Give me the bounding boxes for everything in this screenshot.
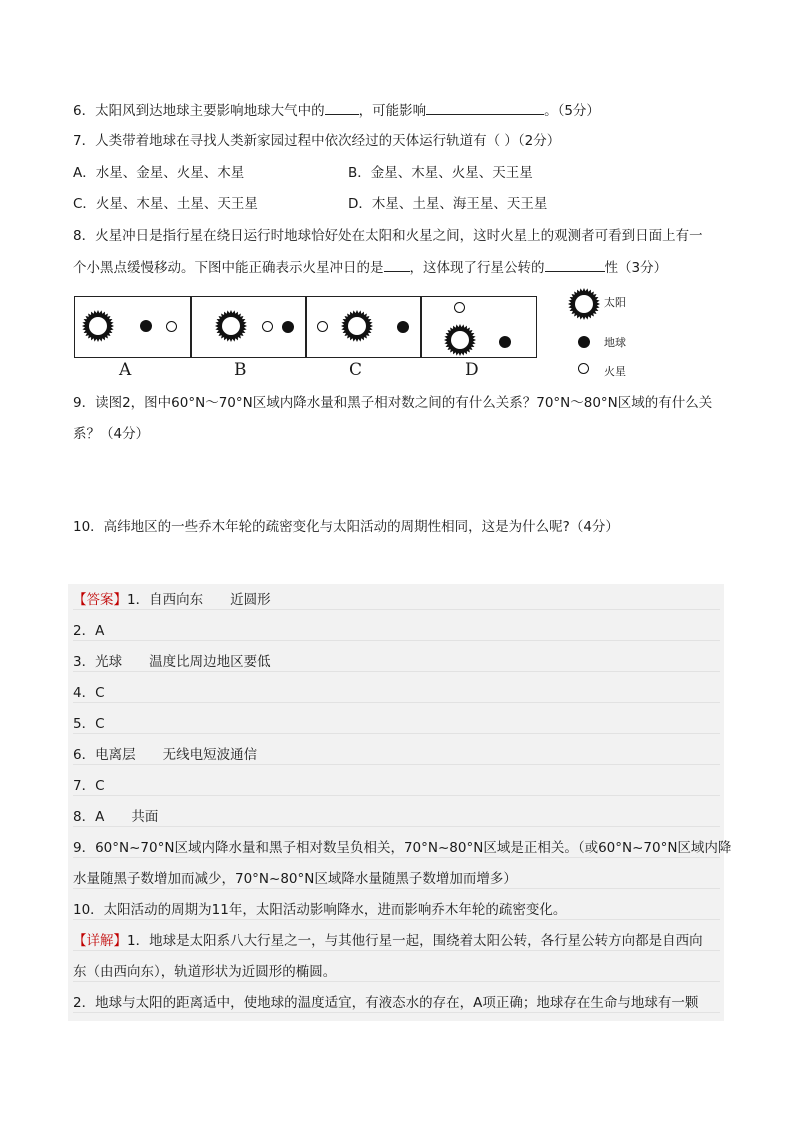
q6-blank-2[interactable]: [426, 101, 544, 115]
answer-8: 8．A 共面: [73, 808, 720, 827]
q7-option-b[interactable]: B．金星、木星、火星、天王星: [348, 165, 533, 181]
answer-5: 5．C: [73, 715, 720, 734]
question-10: 10．高纬地区的一些乔木年轮的疏密变化与太阳活动的周期性相同，这是为什么呢?（4分）: [73, 519, 619, 535]
question-8-line-1: 8．火星冲日是指行星在绕日运行时地球恰好处在太阳和火星之间，这时火星上的观测者可看到日面上有一: [73, 228, 703, 244]
question-7: 7．人类带着地球在寻找人类新家园过程中依次经过的天体运行轨道有（ ）（2分）: [73, 133, 561, 149]
q6-text-after: 。（5分）: [544, 103, 600, 119]
answer-6: 6．电离层 无线电短波通信: [73, 746, 720, 765]
q6-text-before: 6．太阳风到达地球主要影响地球大气中的: [73, 103, 325, 119]
mars-icon: [454, 302, 465, 313]
q8-blank-2[interactable]: [545, 258, 605, 272]
earth-icon: [397, 321, 409, 333]
legend-sun-icon: [565, 285, 603, 323]
mars-icon: [166, 321, 177, 332]
figure-label-d: D: [465, 360, 479, 380]
detail-1-text: 1．地球是太阳系八大行星之一，与其他行星一起，围绕着太阳公转，各行星公转方向都是自西向: [127, 933, 703, 949]
sun-icon: [441, 321, 479, 359]
legend-mars-label: 火星: [604, 365, 626, 378]
detail-1-line-2: 东（由西向东），轨道形状为近圆形的椭圆。: [73, 963, 720, 982]
answer-9-line-2: 水量随黑子数增加而减少，70°N~80°N区域降水量随黑子数增加而增多）: [73, 870, 720, 889]
q7-option-a[interactable]: A．水星、金星、火星、木星: [73, 165, 245, 181]
answer-tag: 【答案】: [73, 592, 127, 608]
answer-4: 4．C: [73, 684, 720, 703]
answer-3: 3．光球 温度比周边地区要低: [73, 653, 720, 672]
answer-9-line-1: 9．60°N~70°N区域内降水量和黑子相对数呈负相关，70°N~80°N区域是正相关。（或60°N~70°N区域内降: [73, 840, 732, 856]
earth-icon: [282, 321, 294, 333]
sun-icon: [79, 307, 117, 345]
q8-text-before: 个小黑点缓慢移动。下图中能正确表示火星冲日的是: [73, 260, 384, 276]
q8-blank-1[interactable]: [384, 258, 410, 272]
question-9-line-1: 9．读图2，图中60°N～70°N区域内降水量和黑子相对数之间的有什么关系？70°N～80°N区域的有什么关: [73, 395, 713, 411]
question-9-line-2: 系？（4分）: [73, 426, 150, 442]
earth-icon: [140, 320, 152, 332]
q7-option-c[interactable]: C．火星、木星、土星、天王星: [73, 196, 258, 212]
sun-icon: [212, 307, 250, 345]
q7-option-d[interactable]: D．木星、土星、海王星、天王星: [348, 196, 548, 212]
figure-divider: [305, 297, 307, 357]
figure-label-a: A: [119, 360, 132, 380]
question-8-line-2: [73, 258, 667, 277]
question-6: [73, 101, 600, 120]
mars-icon: [262, 321, 273, 332]
q6-blank-1[interactable]: [325, 101, 359, 115]
answer-1-text: 1．自西向东 近圆形: [127, 592, 271, 608]
detail-1-line-1: [73, 932, 720, 951]
detail-2-line-1: 2．地球与太阳的距离适中，使地球的温度适宜，有液态水的存在，A项正确；地球存在生命与地球有一颗: [73, 994, 720, 1013]
detail-tag: 【详解】: [73, 933, 127, 949]
sun-icon: [338, 307, 376, 345]
legend-mars-icon: [578, 363, 589, 374]
q8-text-after: 性（3分）: [604, 260, 668, 276]
figure-divider: [190, 297, 192, 357]
q6-text-mid: ，可能影响: [358, 103, 427, 119]
answer-2: 2．A: [73, 622, 720, 641]
answer-1: [73, 591, 720, 610]
earth-icon: [499, 336, 511, 348]
figure-divider: [420, 297, 422, 357]
mars-icon: [317, 321, 328, 332]
legend-earth-icon: [578, 336, 590, 348]
answer-section: [68, 584, 732, 1021]
q8-text-mid: ，这体现了行星公转的: [409, 260, 545, 276]
legend-sun-label: 太阳: [604, 296, 626, 309]
figure-label-c: C: [349, 360, 363, 380]
answer-7: 7．C: [73, 777, 720, 796]
legend-earth-label: 地球: [604, 336, 626, 349]
answer-10: 10．太阳活动的周期为11年，太阳活动影响降水，进而影响乔木年轮的疏密变化。: [73, 901, 720, 920]
figure-label-b: B: [234, 360, 247, 380]
